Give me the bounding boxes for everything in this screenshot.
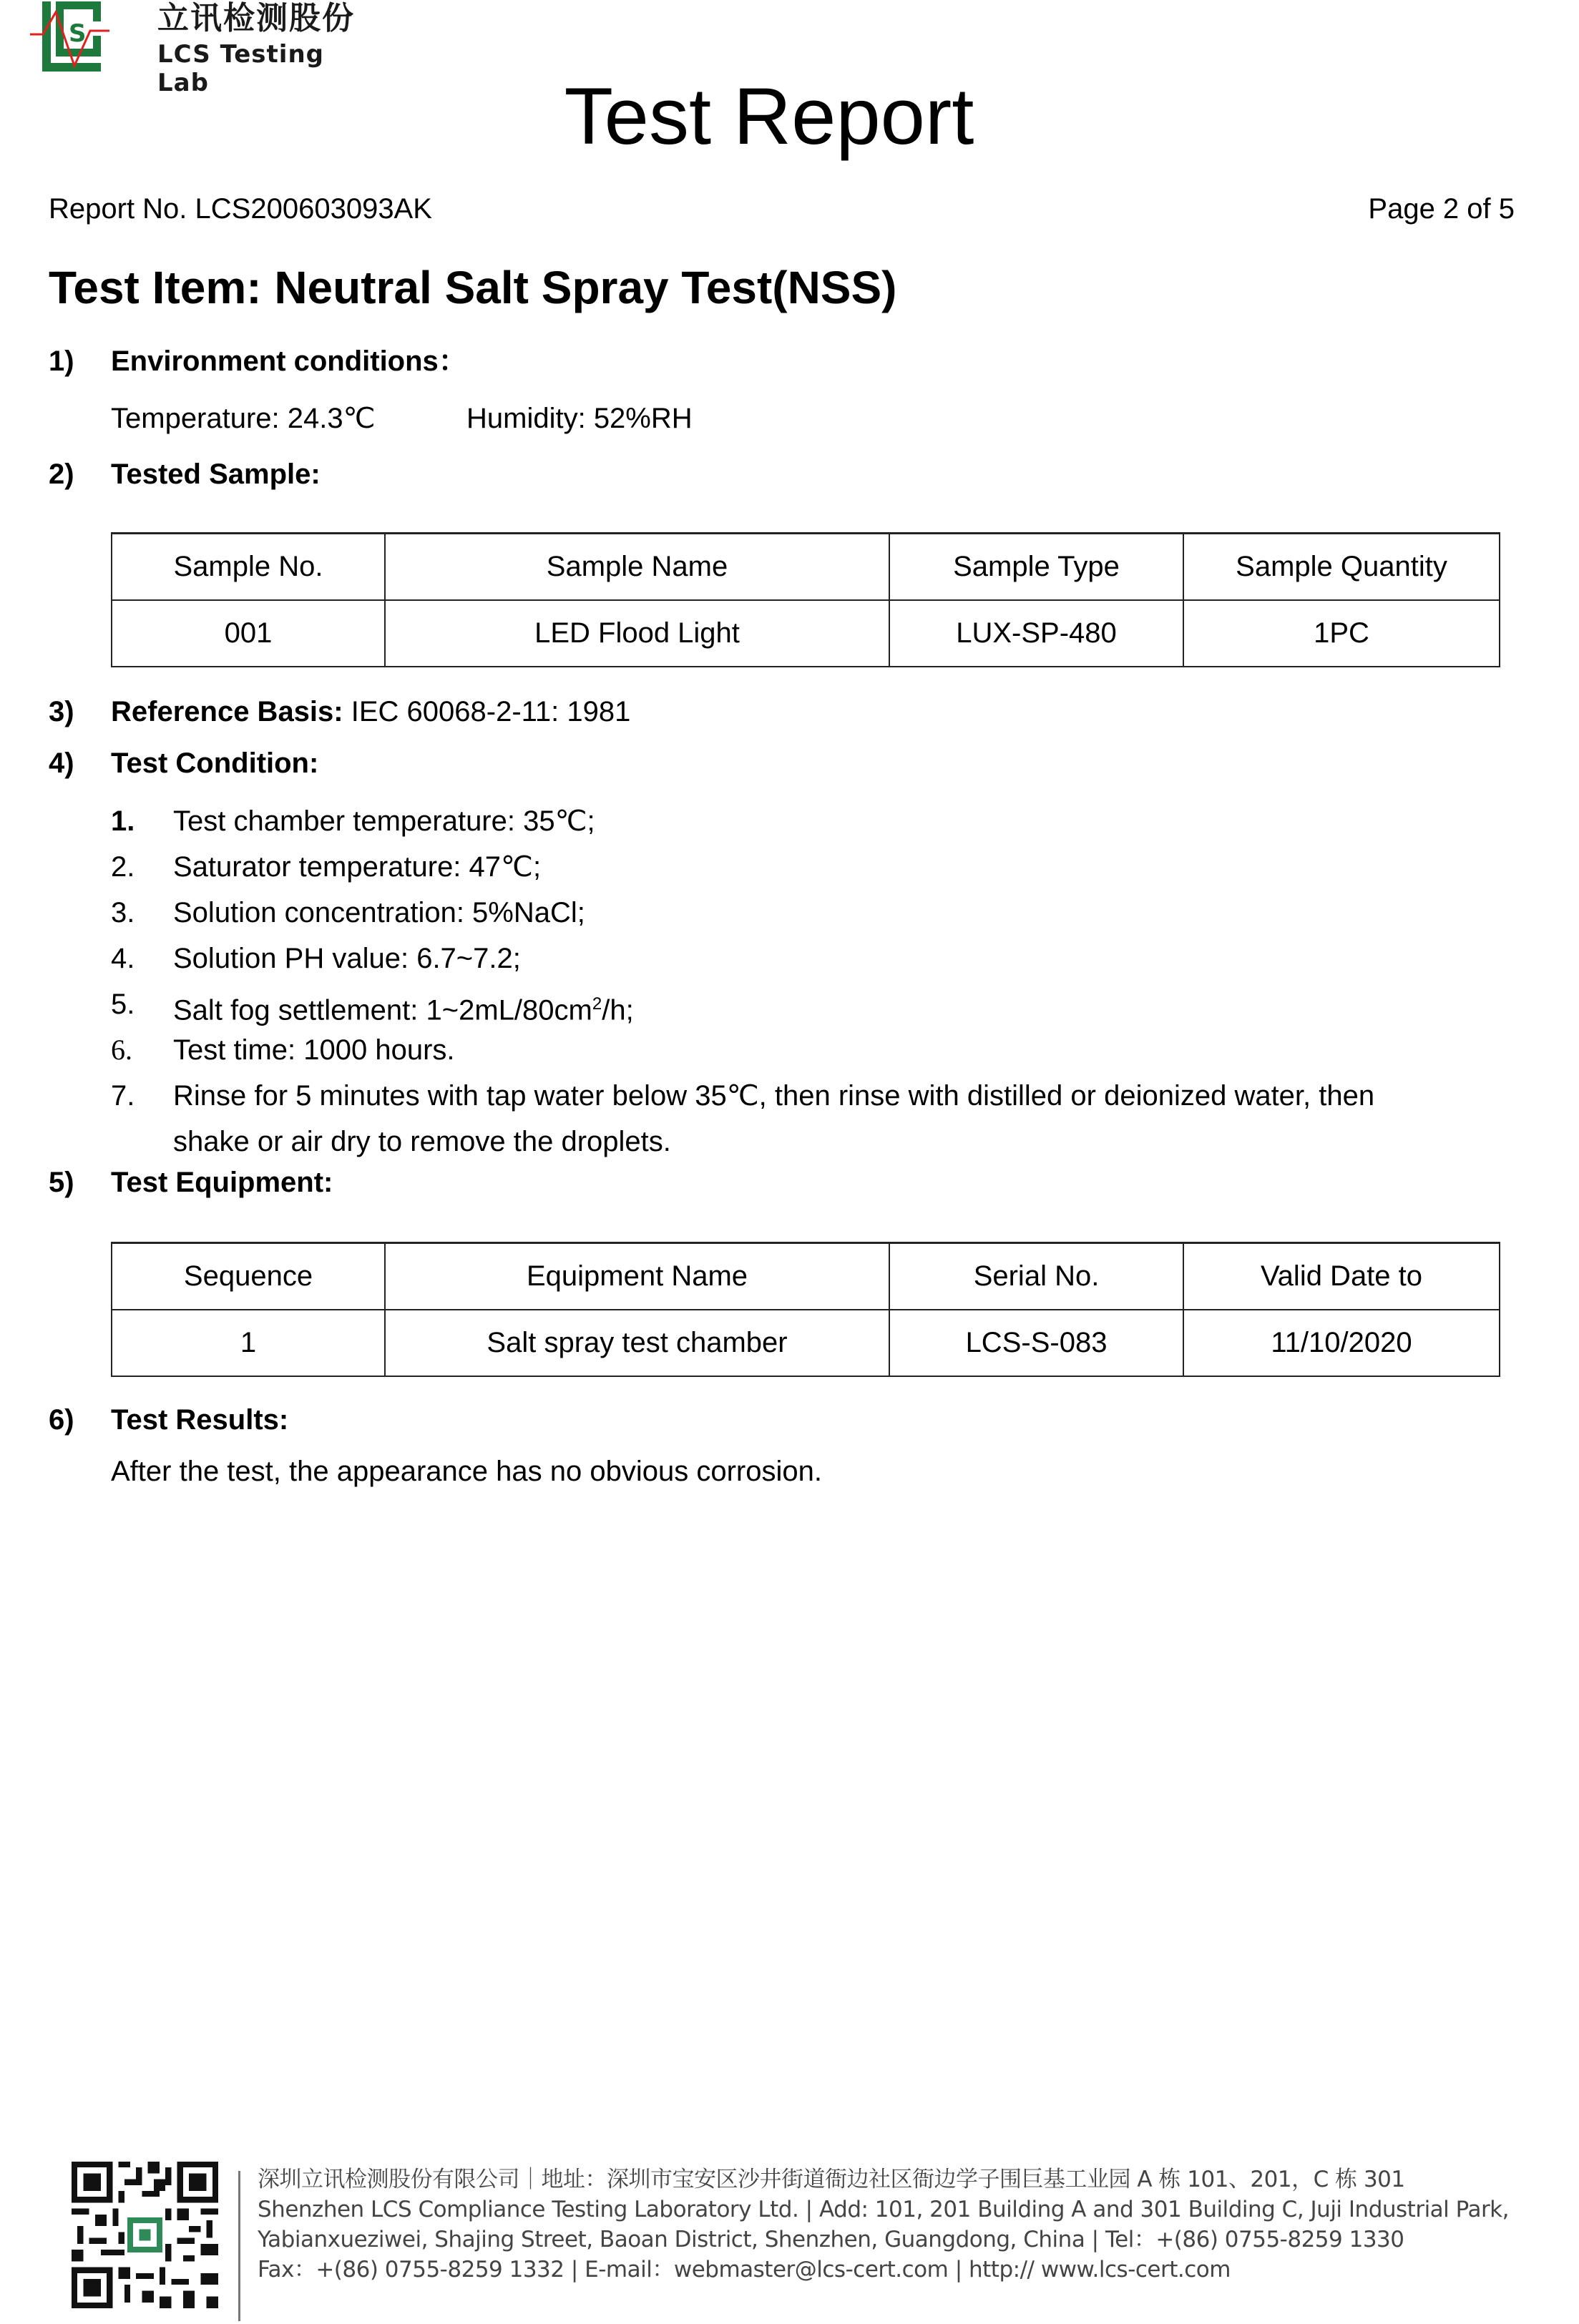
header-cell: Sample Name (385, 534, 889, 601)
condition-text-suffix: /h; (602, 994, 634, 1026)
valid-date-cell: 11/10/2020 (1183, 1310, 1500, 1376)
lcs-logo-icon (29, 0, 150, 74)
section-number: 1) (49, 345, 74, 377)
environment-heading: Environment conditions： (111, 345, 467, 377)
condition-text: Solution PH value: 6.7~7.2; (173, 943, 521, 974)
humidity-value: Humidity: 52%RH (466, 403, 693, 434)
sample-table (111, 532, 1500, 667)
footer-address-cn: 深圳立讯检测股份有限公司｜地址：深圳市宝安区沙井街道衙边社区衙边学子围巨基工业园 A 栋 101、201，C 栋 301 (258, 2167, 1405, 2192)
section-number: 4) (49, 747, 74, 779)
condition-number: 3. (111, 897, 135, 928)
header-cell: Sequence (112, 1243, 385, 1310)
header-cell: Sample No. (112, 534, 385, 601)
section-number: 5) (49, 1167, 74, 1198)
logo-english-name: LCS Testing Lab (157, 40, 324, 97)
section-number: 3) (49, 696, 74, 727)
condition-text: Test time: 1000 hours. (173, 1034, 455, 1066)
qr-code-icon (72, 2162, 218, 2308)
reference-basis (111, 694, 630, 730)
condition-number: 1. (111, 805, 135, 837)
condition-number: 2. (111, 851, 135, 883)
table-header-row (112, 1243, 1500, 1310)
page-indicator: Page 2 of 5 (1368, 193, 1515, 225)
header-cell: Sample Quantity (1183, 534, 1500, 601)
table-row (112, 1310, 1500, 1376)
condition-text: Test chamber temperature: 35℃; (173, 805, 595, 837)
logo-chinese-name: 立讯检测股份 (157, 0, 355, 36)
test-results-text: After the test, the appearance has no obvious corrosion. (111, 1456, 822, 1487)
condition-number: 7. (111, 1080, 135, 1112)
condition-text-main: Salt fog settlement: 1~2mL/80cm (173, 994, 592, 1026)
condition-text (173, 986, 634, 1028)
test-results-heading: Test Results: (111, 1404, 289, 1436)
superscript: 2 (592, 994, 602, 1014)
footer-company-en: Shenzhen LCS Compliance Testing Laboratory Ltd. | Add: 101, 201 Building A and 301 Building C, Juji Industrial Park, (258, 2197, 1509, 2222)
condition-number: 6. (111, 1034, 132, 1066)
condition-text: Solution concentration: 5%NaCl; (173, 897, 585, 928)
tested-sample-heading: Tested Sample: (111, 459, 321, 490)
document-title: Test Report (564, 72, 974, 161)
condition-text-continued: shake or air dry to remove the droplets. (173, 1126, 671, 1157)
footer-address-en: Yabianxueziwei, Shajing Street, Baoan District, Shenzhen, Guangdong, China | Tel：+(86) 0755-8259 1330 (258, 2227, 1404, 2252)
company-logo (29, 0, 365, 97)
test-equipment-heading: Test Equipment: (111, 1167, 333, 1198)
equipment-name-cell: Salt spray test chamber (385, 1310, 889, 1376)
test-condition-heading: Test Condition: (111, 747, 319, 779)
condition-number: 5. (111, 989, 135, 1020)
condition-number: 4. (111, 943, 135, 974)
equipment-table (111, 1242, 1500, 1377)
condition-text: Saturator temperature: 47℃; (173, 851, 542, 883)
serial-no-cell: LCS-S-083 (889, 1310, 1183, 1376)
table-row (112, 600, 1500, 667)
svg-text:S: S (69, 19, 87, 48)
table-header-row (112, 534, 1500, 601)
sample-type-cell: LUX-SP-480 (889, 600, 1183, 667)
sequence-cell: 1 (112, 1310, 385, 1376)
report-number: Report No. LCS200603093AK (49, 193, 432, 225)
footer-divider (238, 2171, 240, 2321)
sample-quantity-cell: 1PC (1183, 600, 1500, 667)
header-cell: Sample Type (889, 534, 1183, 601)
header-cell: Serial No. (889, 1243, 1183, 1310)
test-item-heading: Test Item: Neutral Salt Spray Test(NSS) (49, 262, 897, 313)
sample-name-cell: LED Flood Light (385, 600, 889, 667)
condition-text: Rinse for 5 minutes with tap water below 35℃, then rinse with distilled or deionized water, then (173, 1080, 1375, 1112)
reference-value: IEC 60068-2-11: 1981 (343, 696, 631, 727)
sample-no-cell: 001 (112, 600, 385, 667)
footer-contact: Fax：+(86) 0755-8259 1332 | E-mail：webmaster@lcs-cert.com | http:// www.lcs-cert.com (258, 2257, 1231, 2283)
temperature-value: Temperature: 24.3℃ (111, 403, 376, 434)
header-cell: Valid Date to (1183, 1243, 1500, 1310)
section-number: 6) (49, 1404, 74, 1436)
reference-label: Reference Basis: (111, 696, 343, 727)
section-number: 2) (49, 459, 74, 490)
header-cell: Equipment Name (385, 1243, 889, 1310)
